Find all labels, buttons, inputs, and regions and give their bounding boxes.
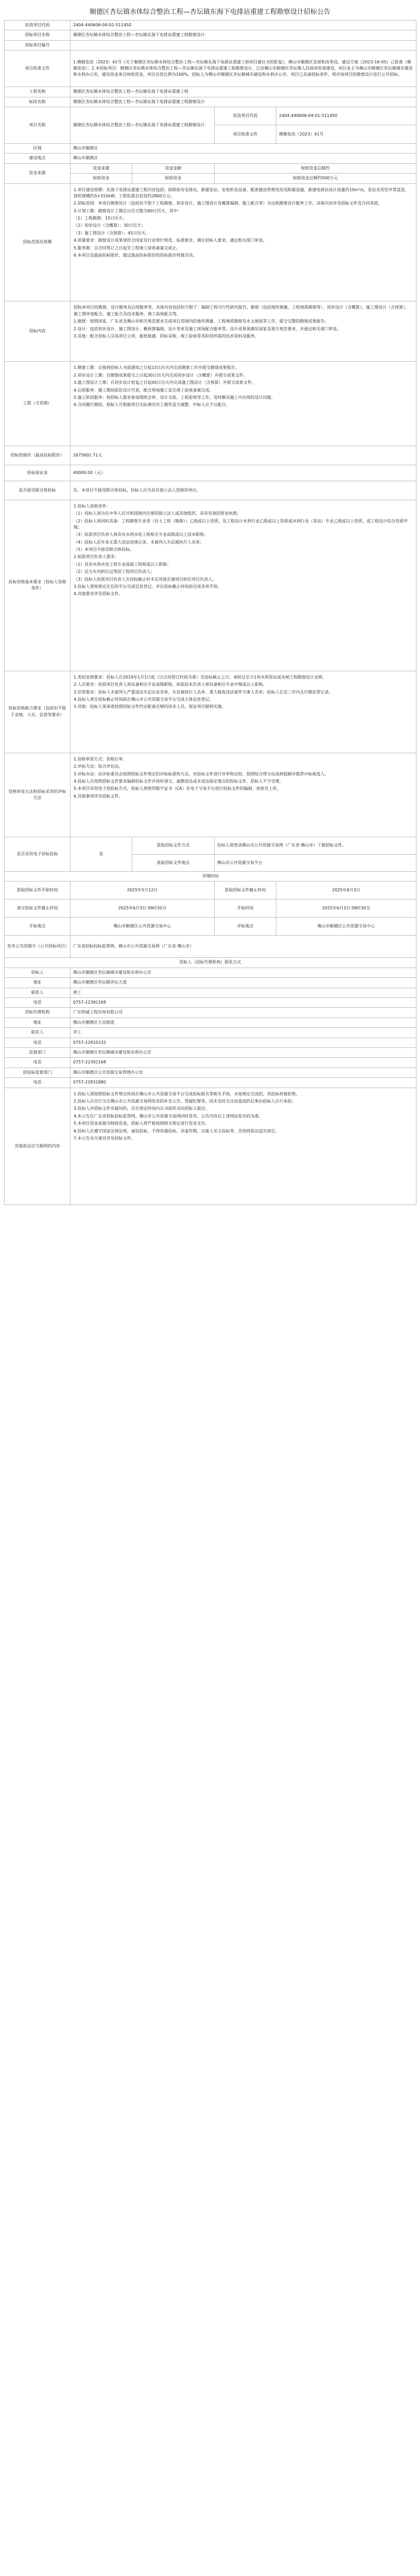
funding-value: 财政资金 <box>71 174 132 183</box>
row-contacts-header <box>5 958 416 968</box>
row-section-name <box>5 97 416 107</box>
row-engineering-name <box>5 87 416 97</box>
label: 递交投标文件截止时间 <box>5 900 71 918</box>
row-contact <box>5 1078 416 1088</box>
row-contact <box>5 998 416 1008</box>
paragraph: 7.本公告未尽事宜详见招标文件。 <box>74 1136 135 1141</box>
label: 资金来源 <box>5 163 71 183</box>
row-times-header <box>5 872 416 882</box>
row-contact <box>5 968 416 977</box>
label: 其他依法应当载明的内容 <box>5 1088 71 1205</box>
value: 投标人须登录佛山市公共资源交易网（广东省·佛山市）下载招标文件。 <box>215 837 416 855</box>
label: 电话 <box>5 1038 71 1047</box>
label: 项目批准文件 <box>5 50 71 87</box>
value: 0757-22392168 <box>71 998 416 1008</box>
value: 佛山市公共资源交易平台 <box>215 854 416 872</box>
subproject-name: 顺德区杏坛镇水体综合整治工程—杏坛镇东海下电排站重建工程勘察设计 <box>71 107 215 143</box>
value: 是 <box>71 837 132 872</box>
paragraph: 3.信誉要求：投标人未被列入严重违法失信企业名单、失信被执行人名单、重大税收违法案件当事人名单；投标人在近三年内无行贿犯罪记录。 <box>74 689 333 694</box>
paragraph: （3）施工图设计（含预算）：45日历天。 <box>74 230 150 235</box>
label: 工程名称 <box>5 87 71 97</box>
label: 招标人 <box>5 968 71 977</box>
value: 2025年6月3日 09时30分 <box>71 900 215 918</box>
funding-value: 财政资金总额约500万元 <box>215 174 416 183</box>
paragraph: 6.其他事项详见招标文件。 <box>74 793 123 799</box>
value <box>71 301 416 362</box>
paragraph: 1.勘察工期：自接到招标人书面通知之日起15日历天内完成勘察工作并提交勘察成果报告。 <box>74 365 239 370</box>
label: 电话 <box>5 1078 71 1088</box>
label: 获取招标文件截止时间 <box>215 882 276 900</box>
funding-header: 财政资金总额约 <box>215 163 416 173</box>
row-evaluation <box>5 753 416 837</box>
value: 2675601.71元 <box>71 446 416 465</box>
funding-header: 资金来源 <box>71 163 132 173</box>
row-region <box>5 143 416 153</box>
label: 项目名称 <box>5 107 71 143</box>
funding-value: 财政资金 <box>132 174 215 183</box>
subproject-code: 2404-440606-04-01-511450 <box>276 107 416 125</box>
label: 投标资格能力要求（包括但不限于业绩、人员、信誉等要求） <box>5 671 71 753</box>
row-contact <box>5 988 416 997</box>
row-e-bidding <box>5 837 416 855</box>
label: 资格审查方法和招标采用的评标方法 <box>5 753 71 837</box>
row-project-number <box>5 40 416 50</box>
paragraph: 1.投标人资格条件： <box>74 503 111 509</box>
paragraph: 5.施工阶段服务：按招标人要求参加图纸会审、设计交底、工程验收等工作，及时解决施工中出现的设计问题。 <box>74 395 275 400</box>
paragraph: 1.投标人须按照招标文件规定时间在佛山市公共资源交易平台完成投标报名等相关手续，未按规定完成的，其投标将被拒绝。 <box>74 1091 300 1096</box>
value: 广东明诚工程咨询有限公司 <box>71 1008 416 1018</box>
row-schedule <box>5 362 416 446</box>
label: 招标项目编号 <box>5 40 71 50</box>
row-consortium <box>5 481 416 500</box>
row-contact <box>5 1018 416 1027</box>
paragraph: 5.服务期：自合同签订之日起至工程竣工验收备案完成止。 <box>74 245 181 250</box>
value: 广东省招标投标监管网、佛山市公共资源交易网（广东省·佛山市） <box>71 936 416 958</box>
row-contact <box>5 1048 416 1058</box>
paragraph: 4.后续服务：施工期间派驻设计代表，配合现场施工直至竣工验收备案完成。 <box>74 387 214 393</box>
label: 电话 <box>5 1058 71 1067</box>
row-bond <box>5 465 416 481</box>
paragraph: （3）拟派项目负责人须具有水利水电工程相关专业高级或以上技术职称； <box>74 532 208 537</box>
label: 招投标监督部门 <box>5 1067 71 1077</box>
row-approval <box>5 50 416 87</box>
label: 开标时间 <box>215 900 276 918</box>
row-qualification <box>5 500 416 671</box>
label: 开标地点 <box>5 918 71 936</box>
notice-title: 顺德区杏坛镇水体综合整治工程—杏坛镇东海下电排站重建工程勘察设计招标公告 <box>89 8 330 16</box>
value: 0757-22831880 <box>71 1078 416 1088</box>
value <box>71 671 416 753</box>
value: 佛山市顺德区杏坛镇城市建设和水利办公室 <box>71 968 416 977</box>
paragraph: 3.投标人须按规定在信用平台完成信息登记，并在投标截止时间前完成各项手续。 <box>74 584 222 589</box>
paragraph: 2.设计：包括初步设计、施工图设计、概预算编制、设计变更及施工现场配合服务等，设计成果须满足国家及地方规范要求，并通过相关部门审查。 <box>74 326 341 331</box>
label: 标段名称 <box>5 97 71 107</box>
value: 否。本项目不接受联合体投标，投标人应为具有独立法人资格的单位。 <box>71 481 416 500</box>
value <box>71 183 416 301</box>
value: 佛山市顺德区公共资源交易中心 <box>71 918 215 936</box>
notice-page <box>4 0 416 1205</box>
label: 联系人 <box>5 988 71 997</box>
paragraph: 3.计划工期：勘察设计工期总日历天数为90日历天，其中： <box>74 208 182 213</box>
row-other-requirements <box>5 671 416 753</box>
paragraph: 4.其他要求详见招标文件。 <box>74 591 123 597</box>
label: 监督部门 <box>5 1048 71 1058</box>
value: 佛顺发改（2023）41号 <box>276 125 416 144</box>
paragraph: 1.资格审查方式：资格后审。 <box>74 756 127 761</box>
label: 招标人（招标代理机构）联系方式 <box>5 958 416 968</box>
paragraph: 3.其他：配合招标人完成项目立项、报批报建、招标采购、竣工验收等各阶段所需的技术资料及服务。 <box>74 333 259 338</box>
value: 佛山市顺德区公共资源交易中心 <box>276 918 416 936</box>
row-contact <box>5 978 416 988</box>
value: 黄工 <box>71 988 416 997</box>
paragraph: 5.其他：投标人须承诺按照招标文件约定配备足够的技术人员，保证项目顺利实施。 <box>74 704 226 709</box>
label: 获取招标文件地点 <box>132 854 215 872</box>
label: 投标保证金 <box>5 465 71 481</box>
value: 2025年6月3日 <box>276 882 416 900</box>
row-time <box>5 918 416 936</box>
value <box>71 362 416 446</box>
paragraph: 4.投标人须在投标截止时间前在佛山市公共资源交易平台完成主体信息登记。 <box>74 697 214 702</box>
paragraph: 1.项目建设规模：东海下电排站重建工程内容包括：拆除原有电排站，新建泵站、安装机电设备、配套建设管理用房及附属设施，新建电排站设计流量约10m³/s，泵站采用竖井贯流泵，装机规模约3×315kW，工程估算总投资约2800万元。 <box>74 187 409 198</box>
row-project-name <box>5 30 416 40</box>
label: 投资项目代码 <box>215 107 276 125</box>
paragraph: （1）具有水利水电工程专业高级工程师或以上职称； <box>74 562 171 567</box>
value: 顺德区杏坛镇水体综合整治工程—杏坛镇东海下电排站重建工程 <box>71 87 416 97</box>
paragraph: 2.拟派项目负责人要求： <box>74 554 119 560</box>
label: 获取招标文件方式 <box>132 837 215 855</box>
label: 获取招标文件开始时间 <box>5 882 71 900</box>
row-budget <box>5 446 416 465</box>
value: 2025年5月12日 <box>71 882 215 900</box>
label: 是否接受联合体投标 <box>5 481 71 500</box>
label: 联系人 <box>5 1028 71 1038</box>
value: 顺德区杏坛镇水体综合整治工程—杏坛镇东海下电排站重建工程勘察设计 <box>71 97 416 107</box>
paragraph: 6.本项目设最高投标限价，超过最高投标限价的投标报价将被否决。 <box>74 253 197 258</box>
row-contact <box>5 1058 416 1067</box>
value: 佛山市顺德区大良街道 <box>71 1018 416 1027</box>
value <box>71 1088 416 1205</box>
label: 项目批准文件 <box>215 125 276 144</box>
value <box>71 40 416 50</box>
label: 区域 <box>5 143 71 153</box>
value <box>71 753 416 837</box>
paragraph: （4）投标人近年来无重大违法违规记录，未被列入失信被执行人名单； <box>74 539 204 545</box>
label: 工期（交货期） <box>5 362 71 446</box>
paragraph: （2）近五年内担任过类似工程项目负责人； <box>74 569 155 574</box>
paragraph: 3.投标人对招标文件有疑问的，应在规定时间内以书面形式向招标人提出。 <box>74 1106 209 1111</box>
label: 地址 <box>5 1018 71 1027</box>
paragraph: （2）初步设计（含概算）：30日历天； <box>74 223 146 228</box>
label: 招标项目名称 <box>5 30 71 40</box>
row-location <box>5 154 416 163</box>
value: 40000.00（元） <box>71 465 416 481</box>
value: 0757-22810232 <box>71 1038 416 1047</box>
value: 顺德区杏坛镇水体综合整治工程—杏坛镇东海下电排站重建工程勘察设计 <box>71 30 416 40</box>
label: 招标控制价（最高投标限价） <box>5 446 71 465</box>
paragraph: 2.招标范围：本项目勘察设计（包括但不限于工程勘察、初步设计、施工图设计及概算编制、施工配合等）全过程勘察设计服务工作。具体内容详见招标文件及合同条款。 <box>74 201 382 206</box>
row-contact <box>5 1038 416 1047</box>
paragraph: 4.质量要求：勘察设计成果须符合国家及行业现行规范、标准要求，满足招标人要求，通过相关部门审查。 <box>74 238 267 243</box>
paragraph: 2.投标人应自行关注佛山市公共资源交易网发布的补充公告、答疑纪要等，因未及时关注而造成的后果由投标人自行承担。 <box>74 1098 296 1104</box>
row-contact <box>5 1028 416 1038</box>
label: 评标地点 <box>215 918 276 936</box>
paragraph: 2.评标方法：综合评估法。 <box>74 764 123 769</box>
row-subproject <box>5 107 416 125</box>
value: 1.佛顺发改（2023）41号《关于顺德区杏坛镇水体综合整治工程—杏坛镇东海下电排站重建工程项目建议书的批复》，佛山市顺德区发展和改革局，建设方案《2023-16-05》已批准（佛顺发改）；2.本招标项目：顺德区杏坛镇水体综合整治工程—杏坛镇东海下电排站重建工程勘察设计，已由佛山市顺德区杏坛镇人民政府批准建设，项目业主为佛山市顺德区杏坛镇城市建设和水利办公室，建设资金来自财政资金，项目出资比例为100%，招标人为佛山市顺德区杏坛镇城市建设和水利办公室。项目已具备招标条件，现对该项目的勘察设计进行公开招标。 <box>71 50 416 87</box>
paragraph: （3）投标人拟派项目负责人在投标截止时未在其他在建项目担任项目负责人。 <box>74 577 217 582</box>
paragraph: 3.施工图设计工期：自初步设计批复之日起45日历天内完成施工图设计（含预算）并提交成果文件。 <box>74 380 256 385</box>
label: 投资项目代码 <box>5 21 71 30</box>
row-project-code <box>5 21 416 30</box>
row-funding <box>5 163 416 173</box>
label: 详细时间 <box>5 872 416 882</box>
paragraph: （1）工程勘察：15日历天； <box>74 216 127 221</box>
paragraph: 5.本项目资金来源为财政资金，招标人将严格按照相关规定进行资金支付。 <box>74 1121 209 1126</box>
paragraph: 1.勘察：按照国家、广东省及佛山市相关规范要求完成项目范围内的地形测量、工程地质勘察及水文调查等工作，提交完整的勘察成果报告。 <box>74 319 329 324</box>
row-contact <box>5 1067 416 1077</box>
paragraph: 4.投标人应按照招标文件要求编制投标文件并按时递交，逾期送达或未送达指定地点的投标文件，招标人不予受理。 <box>74 778 284 784</box>
row-bid-content <box>5 301 416 362</box>
value: 2025年6月3日 09时30分 <box>276 900 416 918</box>
paragraph: 6.投标人应遵守国家法律法规，诚信投标，不得串通投标、弄虚作假、以他人名义投标等，否则将依法追究责任。 <box>74 1128 279 1133</box>
label: 建设地点 <box>5 154 71 163</box>
value: 佛山市顺德区公共资源交易管理办公室 <box>71 1067 416 1077</box>
paragraph: （1）投标人须为在中华人民共和国境内注册的独立法人或其他组织，具有有效的营业执照； <box>74 511 241 516</box>
paragraph: 招标本项目的勘察、设计服务及后续服务等，具体内容包括但不限于：编制工程可行性研究报告，勘察（包括地形测量、工程地质勘察等），初步设计（含概算），施工图设计（含预算），施工图审查配合，施工配合及技术服务，竣工验收配合等。 <box>74 305 409 316</box>
value: 李工 <box>71 1028 416 1038</box>
row-notes <box>5 1088 416 1205</box>
label: 电话 <box>5 998 71 1008</box>
paragraph: 6.合同履行期间，招标人可根据项目实际情况对工期作适当调整，中标人应予以配合。 <box>74 402 230 408</box>
value: 0757-22392168 <box>71 1058 416 1067</box>
notice-table <box>4 20 416 1205</box>
row-contact <box>5 1008 416 1018</box>
value <box>71 500 416 671</box>
label: 是否采用电子招标投标 <box>5 837 71 872</box>
value: 佛山市顺德区 <box>71 154 416 163</box>
row-time <box>5 882 416 900</box>
paragraph: （5）本项目不接受联合体投标。 <box>74 547 134 552</box>
value: 2404-440606-04-01-511450 <box>71 21 416 30</box>
label: 招标代理机构 <box>5 1008 71 1018</box>
funding-header: 资金金额 <box>132 163 215 173</box>
paragraph: 4.本公告在广东省招标投标监管网、佛山市公共资源交易网同时发布，公告内容以上述网站发布的为准。 <box>74 1113 263 1118</box>
paragraph: 5.本项目采用电子招投标方式，投标人须使用数字证书（CA）在电子交易平台进行投标文件的编制、加密及上传。 <box>74 786 281 791</box>
paragraph: 1.类似业绩要求：投标人自2019年1月1日起（以合同签订时间为准）至投标截止之日，承担过至少1项水利泵站或水闸工程勘察设计业绩。 <box>74 674 327 680</box>
value: 佛山市顺德区杏坛镇城市建设和水利办公室 <box>71 1048 416 1058</box>
label: 发布公告的媒介（公开招标项目） <box>5 936 71 958</box>
paragraph: （2）投标人须同时具备：工程勘察专业类（岩土工程（勘察））乙级或以上资质，及工程设计水利行业乙级或以上资质或水利行业（泵站）专业乙级或以上资质，或工程设计综合资质甲级； <box>74 518 408 530</box>
paragraph: 3.评标办法：由评标委员会按照招标文件规定的评标标准和方法，对投标文件进行评审和比较，按照综合得分由高到低顺序推荐中标候选人。 <box>74 771 329 776</box>
label: 招标内容 <box>5 301 71 362</box>
label: 投标资格基本要求（投标人资格条件） <box>5 500 71 671</box>
row-publish <box>5 936 416 958</box>
row-overview <box>5 183 416 301</box>
value: 佛山市顺德区 <box>71 143 416 153</box>
value: 佛山市顺德区杏坛镇杏坛大道 <box>71 978 416 988</box>
label: 地址 <box>5 978 71 988</box>
paragraph: 2.初步设计工期：自勘察成果提交之日起30日历天内完成初步设计（含概算）并提交成果文件。 <box>74 372 248 378</box>
label: 招标范围及规模 <box>5 183 71 301</box>
row-time <box>5 900 416 918</box>
paragraph: 2.人员要求：拟派项目负责人须具备相应专业高级职称，拟派技术负责人须具备相应专业中级或以上职称。 <box>74 682 267 687</box>
